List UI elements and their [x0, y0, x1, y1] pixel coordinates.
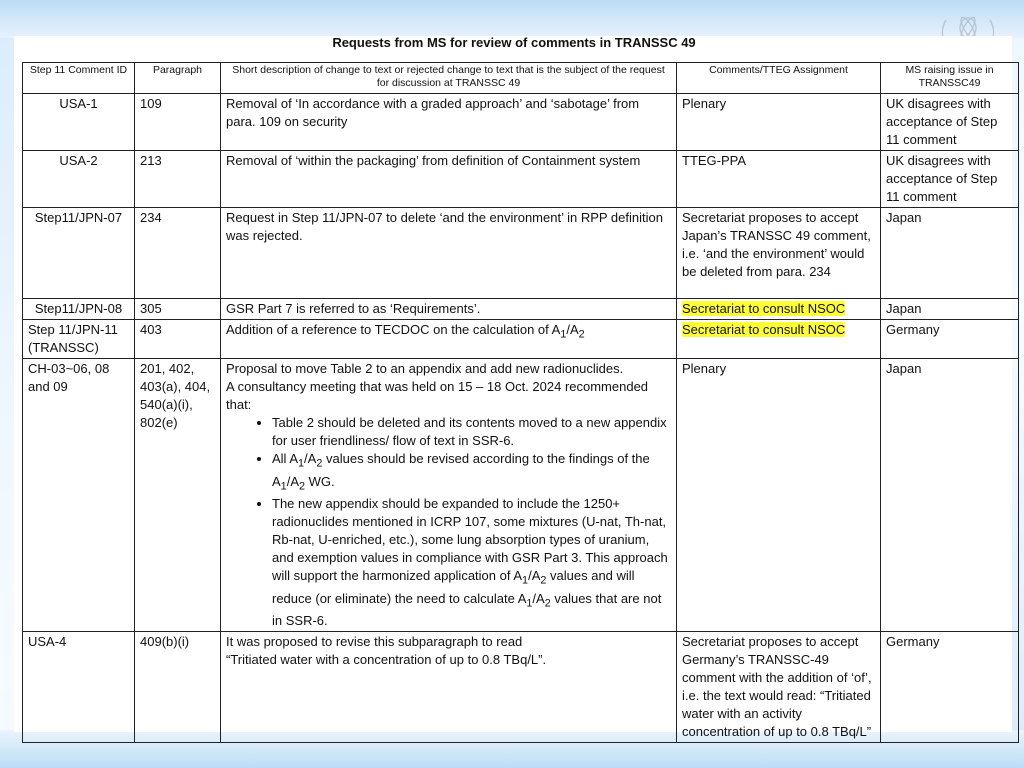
cell-ms: Japan — [881, 208, 1019, 299]
col-header-ms: MS raising issue in TRANSSC49 — [881, 63, 1019, 94]
table-row — [23, 94, 1019, 151]
cell-comments: Secretariat proposes to accept Germany’s TRANSSC-49 comment with the addition of ‘of’, i.e. the text would read: “Tritiated water with an activity concentration of up to 0.8 TBq/L” — [677, 632, 881, 743]
table-row — [23, 359, 1019, 632]
cell-comments: TTEG-PPA — [677, 151, 881, 208]
cell-comment-id: Step11/JPN-07 — [23, 208, 135, 299]
cell-ms: Japan — [881, 299, 1019, 320]
list-item: • All $A_1/A_2$ values should be revised according to the findings of the $A_1/A_2$ WG. — [272, 450, 671, 495]
cell-ms: Germany — [881, 632, 1019, 743]
col-header-step: Step 11 Comment ID — [23, 63, 135, 94]
highlighted-text: Secretariat to consult NSOC — [682, 322, 846, 337]
cell-comment-id: Step 11/JPN-11 (TRANSSC) — [23, 320, 135, 359]
cell-ms: UK disagrees with acceptance of Step 11 comment — [881, 94, 1019, 151]
cell-comments — [677, 299, 881, 320]
cell-comments: Plenary — [677, 94, 881, 151]
cell-ms: UK disagrees with acceptance of Step 11 comment — [881, 151, 1019, 208]
cell-description: Removal of ‘In accordance with a graded approach’ and ‘sabotage’ from para. 109 on security — [221, 94, 677, 151]
table-row — [23, 320, 1019, 359]
table-row — [23, 151, 1019, 208]
cell-comments: Secretariat proposes to accept Japan’s TRANSSC 49 comment, i.e. ‘and the environment’ would be deleted from para. 234 — [677, 208, 881, 299]
cell-comments — [677, 320, 881, 359]
cell-paragraph: 201, 402, 403(a), 404, 540(a)(i), 802(e) — [135, 359, 221, 632]
list-item: • The new appendix should be expanded to include the 1250+ radionuclides mentioned in ICRP 107, some mixtures (U-nat, Th-nat, Rb-nat, U-enriched, etc.), some lung absorption types of uranium, and exemption values in compliance with GSR Part 3. This approach will support the harmonized application of $A_1/A_2$ values and will reduce (or eliminate) the need to calculate $A_1/A_2$ values that are not in SSR-6. — [272, 495, 671, 630]
slide-content — [14, 35, 1012, 740]
cell-ms: Germany — [881, 320, 1019, 359]
table-row — [23, 299, 1019, 320]
review-comments-table — [22, 62, 1019, 743]
col-header-comments: Comments/TTEG Assignment — [677, 63, 881, 94]
cell-description: Addition of a reference to TECDOC on the calculation of $A_1/A_2$ — [221, 320, 677, 359]
top-decor-band — [0, 0, 1024, 38]
list-item: • Table 2 should be deleted and its contents moved to a new appendix for user friendliness/ flow of text in SSR-6. — [272, 414, 671, 450]
table-row — [23, 208, 1019, 299]
table-row — [23, 632, 1019, 743]
col-header-description: Short description of change to text or rejected change to text that is the subject of the request for discussion at TRANSSC 49 — [221, 63, 677, 94]
cell-paragraph: 109 — [135, 94, 221, 151]
cell-ms: Japan — [881, 359, 1019, 632]
cell-comment-id: USA-1 — [23, 94, 135, 151]
cell-description: GSR Part 7 is referred to as ‘Requirements’. — [221, 299, 677, 320]
cell-description: Removal of ‘within the packaging’ from definition of Containment system — [221, 151, 677, 208]
cell-paragraph: 305 — [135, 299, 221, 320]
cell-description: Proposal to move Table 2 to an appendix and add new radionuclides. A consultancy meeting that was held on 15 – 18 Oct. 2024 recommended that: • Table 2 should be deleted and its contents moved to a new appendix for user friendliness/ flow of text in SSR-6. • All $A_1/A_2$ values should be revised according to the findings of the $A_1/A_2$ WG. • The new appendix should be expanded to include the 1250+ radionuclides mentioned in ICRP 107, some mixtures (U-nat, Th-nat, Rb-nat, U-enriched, etc.), some lung absorption types of uranium, and exemption values in compliance with GSR Part 3. This approach will support the harmonized application of $A_1/A_2$ values and will reduce (or eliminate) the need to calculate $A_1/A_2$ values that are not in SSR-6. — [221, 359, 677, 632]
cell-comments: Plenary — [677, 359, 881, 632]
cell-description: It was proposed to revise this subparagraph to read “Tritiated water with a concentration of up to 0.8 TBq/L”. — [221, 632, 677, 743]
recommendation-list — [226, 414, 671, 630]
cell-comment-id: USA-2 — [23, 151, 135, 208]
cell-paragraph: 403 — [135, 320, 221, 359]
page-title: Requests from MS for review of comments in TRANSSC 49 — [332, 35, 696, 50]
cell-description: Request in Step 11/JPN-07 to delete ‘and the environment’ in RPP definition was rejected. — [221, 208, 677, 299]
cell-comment-id: CH-03~06, 08 and 09 — [23, 359, 135, 632]
highlighted-text: Secretariat to consult NSOC — [682, 301, 846, 316]
cell-comment-id: USA-4 — [23, 632, 135, 743]
cell-comment-id: Step11/JPN-08 — [23, 299, 135, 320]
cell-paragraph: 213 — [135, 151, 221, 208]
cell-paragraph: 234 — [135, 208, 221, 299]
col-header-paragraph: Paragraph — [135, 63, 221, 94]
table-header-row — [23, 63, 1019, 94]
cell-paragraph: 409(b)(i) — [135, 632, 221, 743]
